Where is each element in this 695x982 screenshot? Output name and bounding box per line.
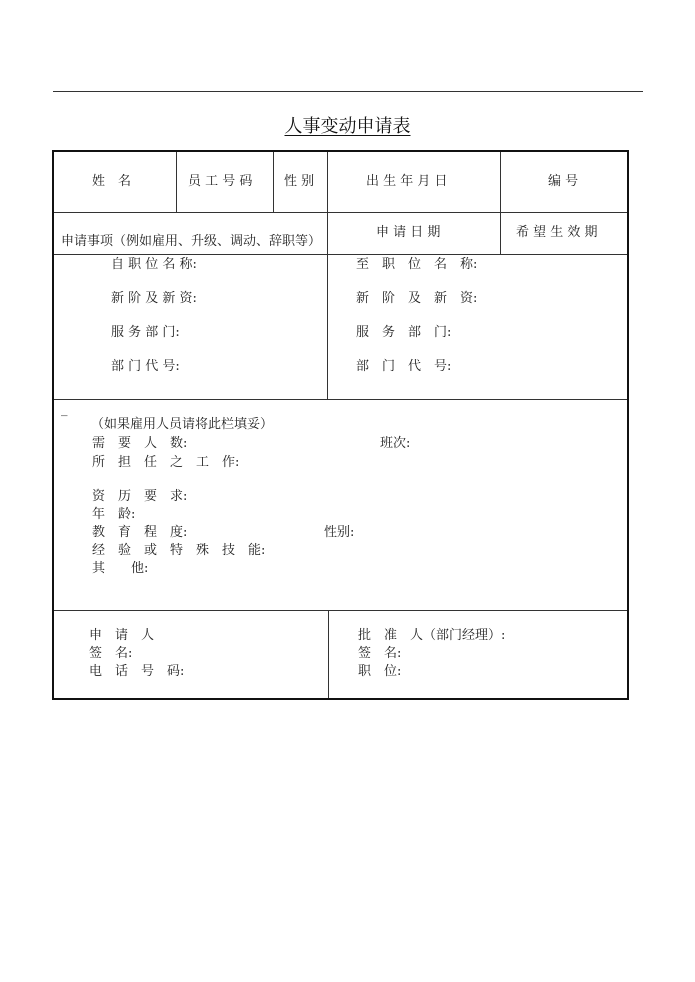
to-new-grade-salary-label: 新 阶 及 新 资: [356, 291, 478, 306]
approver-sign-label: 签 名: [358, 646, 402, 661]
hiring-dash: _ [61, 402, 68, 417]
dept-code-label: 部 门 代 号: [111, 359, 180, 374]
col-divider-5 [328, 610, 329, 698]
applicant-sign-label: 签 名: [89, 646, 133, 661]
to-position-label: 至 职 位 名 称: [356, 257, 478, 272]
col-divider-3 [327, 152, 328, 399]
top-rule [53, 91, 643, 92]
service-dept-label: 服 务 部 门: [111, 325, 180, 340]
new-grade-salary-label: 新 阶 及 新 资: [111, 291, 197, 306]
apply-date-label: 申 请 日 期 [376, 225, 441, 240]
qualifications-label: 资 历 要 求: [92, 489, 188, 504]
to-service-dept-label: 服 务 部 门: [356, 325, 452, 340]
applicant-label: 申 请 人 [89, 628, 155, 643]
row-divider-3 [54, 399, 627, 400]
headcount-label: 需 要 人 数: [92, 436, 188, 451]
shift-label: 班次: [380, 436, 411, 451]
header-serial-no: 编 号 [548, 174, 579, 189]
to-dept-code-label: 部 门 代 号: [356, 359, 452, 374]
from-position-label: 自 职 位 名 称: [111, 257, 197, 272]
skills-label: 经 验 或 特 殊 技 能: [92, 543, 266, 558]
header-employee-no: 员 工 号 码 [188, 174, 253, 189]
row-divider-4 [54, 610, 627, 611]
applicant-phone-label: 电 话 号 码: [89, 664, 185, 679]
approver-position-label: 职 位: [358, 664, 402, 679]
approver-label: 批 准 人（部门经理）: [358, 628, 506, 643]
age-label: 年 龄: [92, 507, 136, 522]
other-label: 其 他: [92, 561, 149, 576]
education-label: 教 育 程 度: [92, 525, 188, 540]
request-matter-label: 申请事项（例如雇用、升级、调动、辞职等） [61, 234, 322, 249]
form-title: 人事变动申请表 [284, 116, 411, 137]
effective-date-label: 希 望 生 效 期 [516, 225, 598, 240]
header-gender: 性 别 [284, 174, 315, 189]
duties-label: 所 担 任 之 工 作: [92, 455, 240, 470]
header-birth-date: 出 生 年 月 日 [366, 174, 448, 189]
col-divider-4 [500, 152, 501, 254]
request-form [52, 150, 629, 700]
header-name: 姓 名 [92, 174, 132, 189]
col-divider-2 [273, 152, 274, 212]
col-divider-1 [176, 152, 177, 212]
row-divider-1 [54, 212, 627, 213]
gender-label: 性别: [324, 525, 355, 540]
hiring-note: （如果雇用人员请将此栏填妥） [91, 417, 274, 432]
row-divider-2 [54, 254, 627, 255]
